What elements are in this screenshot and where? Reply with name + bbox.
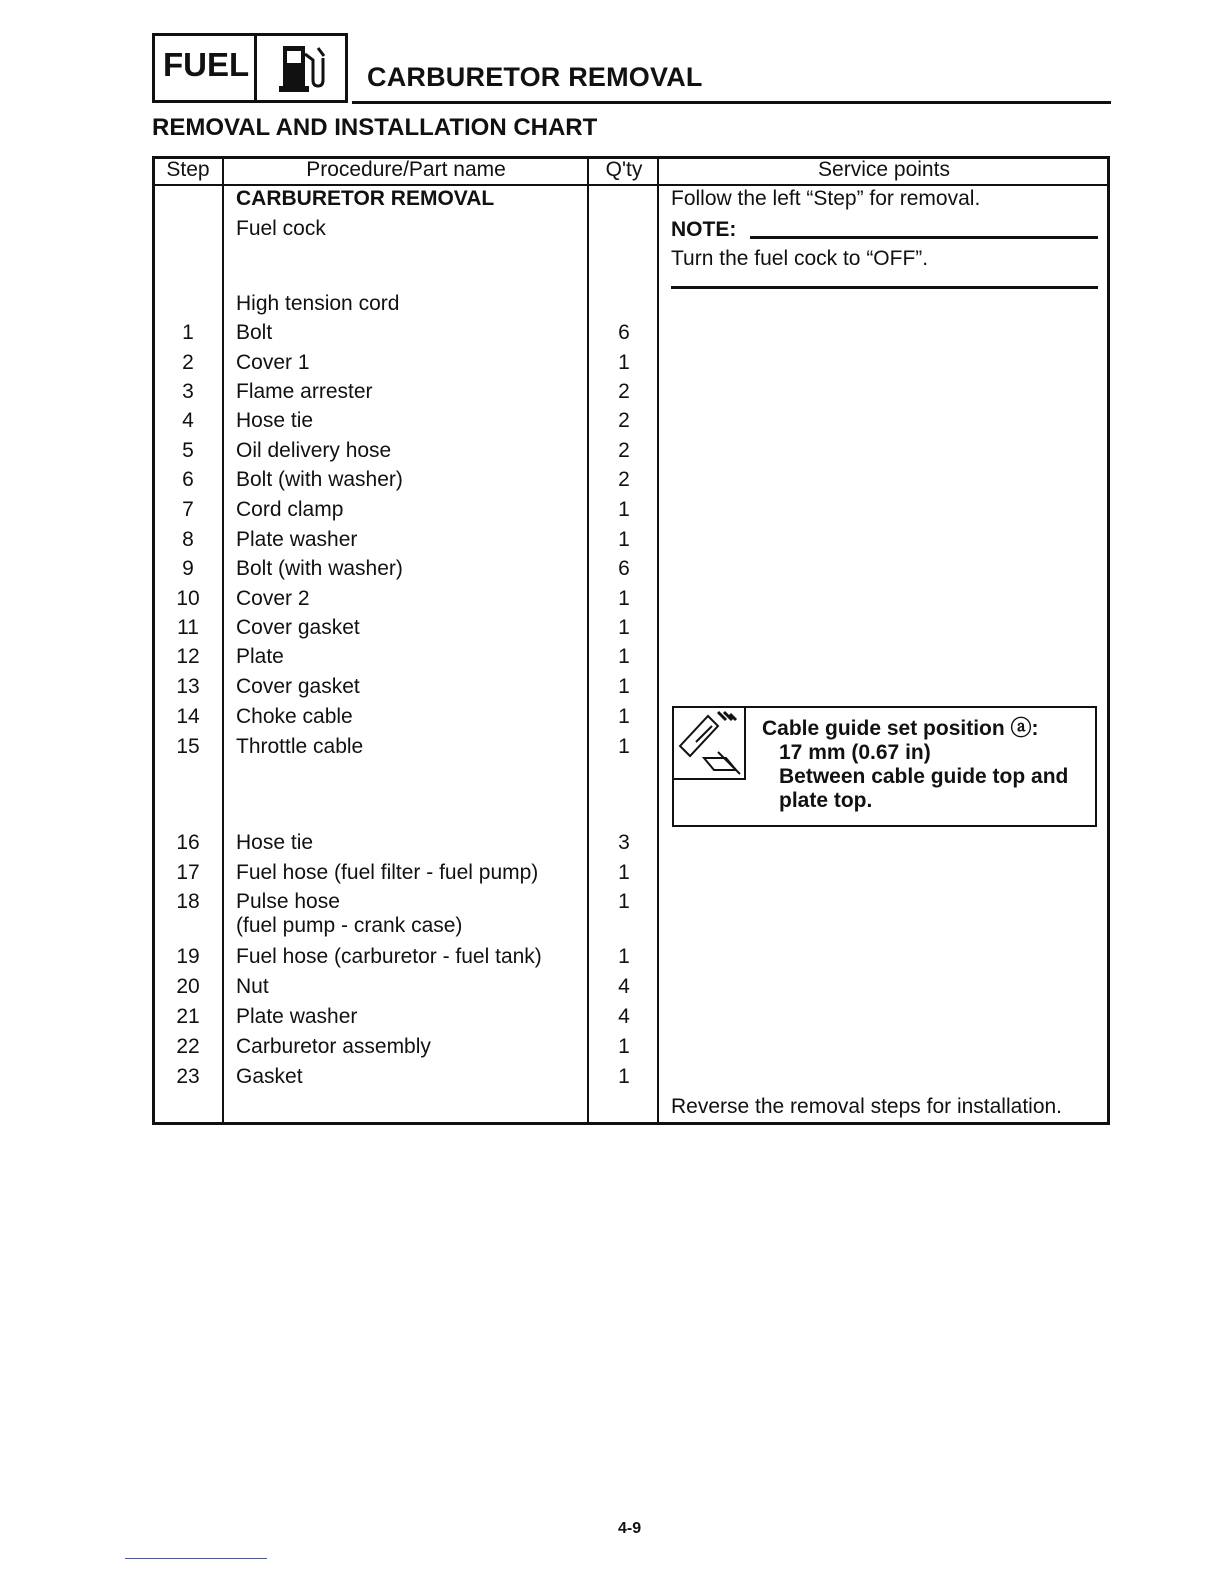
note-text: Turn the fuel cock to “OFF”.	[671, 247, 929, 270]
step-number: 3	[182, 380, 194, 403]
part-name: Hose tie	[236, 831, 314, 854]
part-name: Plate washer	[236, 528, 358, 551]
step-number: 20	[176, 975, 200, 998]
part-name: Pulse hose	[236, 890, 340, 913]
cable-guide-line4: plate top.	[779, 789, 873, 812]
part-name: Cover gasket	[236, 616, 360, 639]
quantity: 6	[618, 557, 630, 580]
note-label: NOTE:	[671, 218, 737, 241]
page-title: CARBURETOR REMOVAL	[367, 62, 703, 92]
caliper-measure-icon	[674, 708, 746, 780]
quantity: 2	[618, 439, 630, 462]
quantity: 1	[618, 735, 630, 758]
service-intro: Follow the left “Step” for removal.	[671, 187, 981, 210]
part-name: Bolt (with washer)	[236, 557, 403, 580]
cable-guide-line2: 17 mm (0.67 in)	[779, 741, 931, 764]
footer-rule	[125, 1558, 267, 1559]
step-number: 1	[182, 321, 194, 344]
part-name: Cord clamp	[236, 498, 344, 521]
section-tab	[152, 33, 348, 103]
chart-title: REMOVAL AND INSTALLATION CHART	[152, 114, 598, 141]
step-number: 23	[176, 1065, 200, 1088]
part-name-cont: (fuel pump - crank case)	[236, 914, 463, 937]
quantity: 1	[618, 945, 630, 968]
step-number: 16	[176, 831, 200, 854]
step-number: 18	[176, 890, 200, 913]
quantity: 1	[618, 587, 630, 610]
quantity: 4	[618, 975, 630, 998]
part-name: Throttle cable	[236, 735, 364, 758]
quantity: 2	[618, 409, 630, 432]
col-header-service-points: Service points	[818, 158, 950, 181]
col-header-step: Step	[166, 158, 210, 181]
step-number: 5	[182, 439, 194, 462]
step-number: 21	[176, 1005, 200, 1028]
quantity: 1	[618, 645, 630, 668]
note-end-rule	[671, 286, 1098, 289]
cable-guide-line3: Between cable guide top and	[779, 765, 1069, 788]
part-name: Fuel hose (carburetor - fuel tank)	[236, 945, 542, 968]
quantity: 1	[618, 1035, 630, 1058]
step-number: 22	[176, 1035, 200, 1058]
quantity: 2	[618, 380, 630, 403]
col-header-procedure: Procedure/Part name	[306, 158, 506, 181]
quantity: 1	[618, 705, 630, 728]
quantity: 1	[618, 528, 630, 551]
step-number: 19	[176, 945, 200, 968]
part-name: Cover gasket	[236, 675, 360, 698]
quantity: 1	[618, 351, 630, 374]
step-number: 15	[176, 735, 200, 758]
pre-item: Fuel cock	[236, 217, 326, 240]
step-number: 13	[176, 675, 200, 698]
step-number: 2	[182, 351, 194, 374]
quantity: 1	[618, 498, 630, 521]
step-number: 10	[176, 587, 200, 610]
step-number: 17	[176, 861, 200, 884]
part-name: Plate	[236, 645, 284, 668]
part-name: Cover 1	[236, 351, 310, 374]
pre-item: High tension cord	[236, 292, 400, 315]
quantity: 1	[618, 616, 630, 639]
quantity: 1	[618, 861, 630, 884]
step-number: 12	[176, 645, 200, 668]
step-number: 8	[182, 528, 194, 551]
cable-guide-line1: Cable guide set position ⓐ:	[762, 717, 1039, 740]
step-number: 6	[182, 468, 194, 491]
part-name: Hose tie	[236, 409, 314, 432]
service-outro: Reverse the removal steps for installation.	[671, 1095, 1063, 1118]
note-rule	[750, 236, 1098, 239]
part-name: Oil delivery hose	[236, 439, 392, 462]
part-name: Flame arrester	[236, 380, 373, 403]
quantity: 2	[618, 468, 630, 491]
quantity: 1	[618, 1065, 630, 1088]
header-divider	[152, 184, 1110, 186]
part-name: Carburetor assembly	[236, 1035, 431, 1058]
title-rule	[352, 101, 1111, 104]
part-name: Cover 2	[236, 587, 310, 610]
quantity: 1	[618, 890, 630, 913]
group-title: CARBURETOR REMOVAL	[236, 187, 495, 210]
page-number: 4-9	[618, 1520, 642, 1537]
col-header-qty: Q'ty	[605, 158, 643, 181]
part-name: Nut	[236, 975, 269, 998]
step-number: 9	[182, 557, 194, 580]
part-name: Choke cable	[236, 705, 353, 728]
step-number: 4	[182, 409, 194, 432]
step-number: 14	[176, 705, 200, 728]
quantity: 6	[618, 321, 630, 344]
part-name: Bolt	[236, 321, 273, 344]
step-number: 11	[177, 616, 199, 639]
quantity: 3	[618, 831, 630, 854]
part-name: Fuel hose (fuel filter - fuel pump)	[236, 861, 539, 884]
quantity: 1	[618, 675, 630, 698]
section-label: FUEL	[155, 36, 257, 100]
part-name: Plate washer	[236, 1005, 358, 1028]
fuel-pump-icon	[257, 36, 345, 100]
part-name: Gasket	[236, 1065, 303, 1088]
quantity: 4	[618, 1005, 630, 1028]
step-number: 7	[182, 498, 194, 521]
part-name: Bolt (with washer)	[236, 468, 403, 491]
